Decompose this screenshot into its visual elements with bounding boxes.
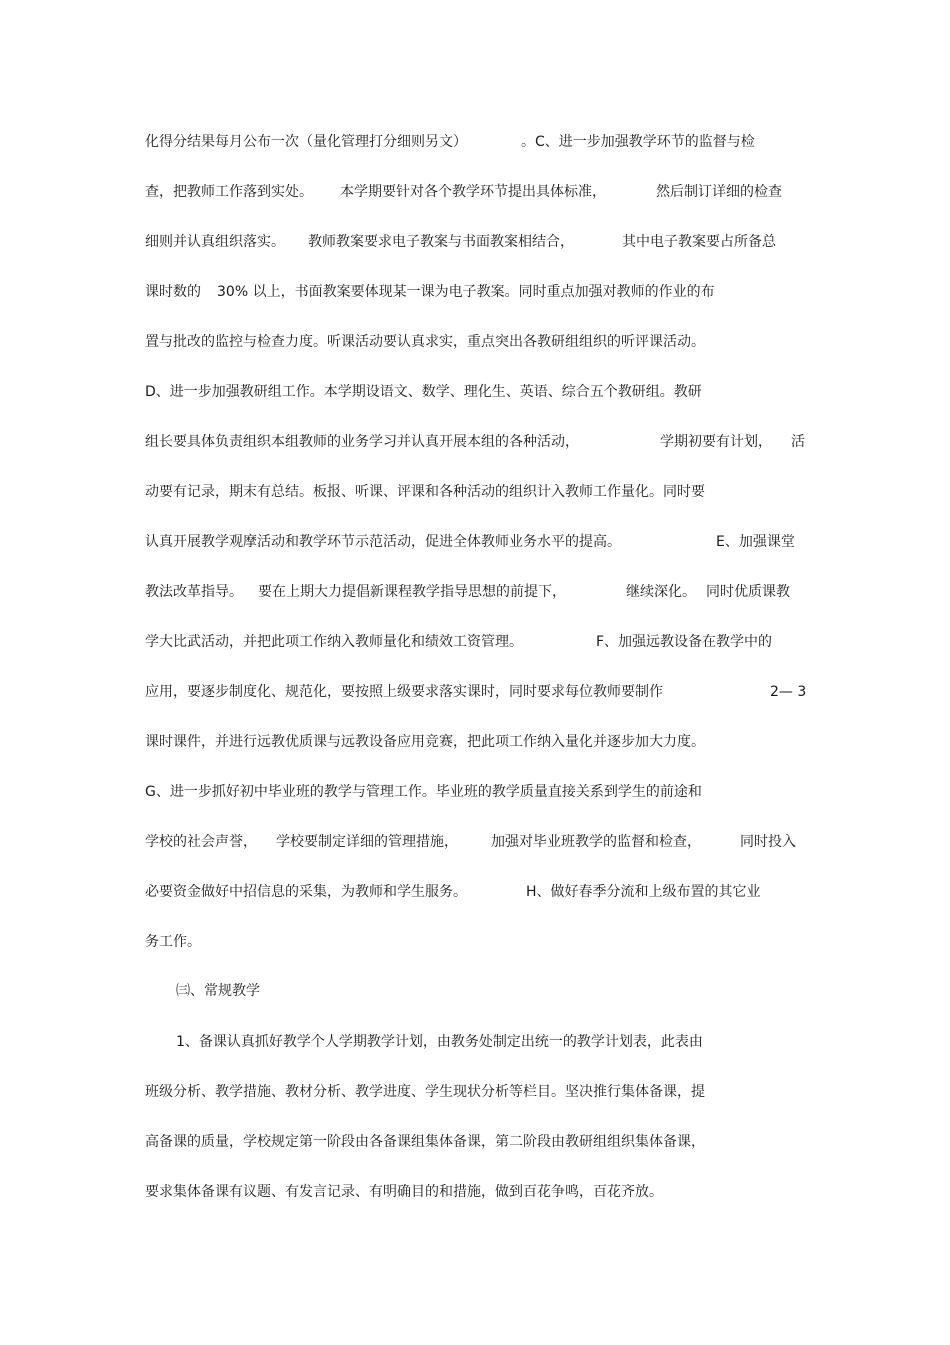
text-line <box>0 380 950 404</box>
text-line <box>0 680 950 704</box>
text-segment: 查，把教师工作落到实处。 <box>145 184 313 200</box>
text-segment: 动要有记录，期末有总结。板报、听课、评课和各种活动的组织计入教师工作量化。同时要 <box>145 484 705 500</box>
text-segment: 认真开展教学观摩活动和教学环节示范活动，促进全体教师业务水平的提高。 <box>145 534 621 550</box>
text-segment: 1、备课认真抓好教学个人学期教学计划，由教务处制定出统一的教学计划表，此表由 <box>176 1034 703 1050</box>
text-segment: 细则并认真组织落实。 <box>145 234 285 250</box>
text-segment: 必要资金做好中招信息的采集，为教师和学生服务。 <box>145 884 467 900</box>
text-segment: 组长要具体负责组织本组教师的业务学习并认真开展本组的各种活动， <box>145 434 579 450</box>
text-segment: 学期初要有计划， <box>660 434 772 450</box>
section-heading <box>0 979 950 1003</box>
text-segment: 30% 以上，书面教案要体现某一课为电子教案。同时重点加强对教师的作业的布 <box>217 284 715 300</box>
text-segment: 同时投入 <box>740 834 796 850</box>
text-line <box>0 830 950 854</box>
text-line <box>0 930 950 954</box>
text-line <box>0 130 950 154</box>
text-segment: 课时课件，并进行远教优质课与远教设备应用竞赛，把此项工作纳入量化并逐步加大力度。 <box>145 734 705 750</box>
text-line <box>0 280 950 304</box>
text-segment: 班级分析、教学措施、教材分析、教学进度、学生现状分析等栏目。坚决推行集体备课，提 <box>145 1084 705 1100</box>
text-segment: ㈢、常规教学 <box>176 983 260 999</box>
text-segment: E、加强课堂 <box>716 534 795 550</box>
text-line <box>0 330 950 354</box>
text-line <box>0 730 950 754</box>
text-line <box>0 530 950 554</box>
text-line <box>0 1030 950 1054</box>
text-segment: 本学期要针对各个教学环节提出具体标准， <box>340 184 606 200</box>
text-segment: F、加强远教设备在教学中的 <box>596 634 773 650</box>
text-segment: 活 <box>791 434 805 450</box>
text-segment: 。C、进一步加强教学环节的监督与检 <box>521 134 755 150</box>
text-segment: 2— 3 <box>770 684 807 700</box>
text-line <box>0 1080 950 1104</box>
text-segment: 课时数的 <box>145 284 201 300</box>
text-line <box>0 1180 950 1204</box>
text-line <box>0 180 950 204</box>
text-segment: 教师教案要求电子教案与书面教案相结合， <box>308 234 574 250</box>
text-segment: 加强对毕业班教学的监督和检查， <box>491 834 701 850</box>
text-line <box>0 780 950 804</box>
text-line <box>0 630 950 654</box>
text-segment: 教法改革指导。 <box>145 584 243 600</box>
text-segment: D、进一步加强教研组工作。本学期设语文、数学、理化生、英语、综合五个教研组。教研 <box>145 384 702 400</box>
text-segment: 学校要制定详细的管理措施， <box>276 834 458 850</box>
text-segment: 应用，要逐步制度化、规范化，要按照上级要求落实课时，同时要求每位教师要制作 <box>145 684 663 700</box>
text-line <box>0 230 950 254</box>
text-segment: 学校的社会声誉， <box>145 834 257 850</box>
text-segment: 要在上期大力提倡新课程教学指导思想的前提下， <box>258 584 566 600</box>
text-segment: 化得分结果每月公布一次（量化管理打分细则另文） <box>145 134 467 150</box>
text-segment: 同时优质课教 <box>706 584 790 600</box>
text-line <box>0 880 950 904</box>
text-segment: 学大比武活动，并把此项工作纳入教师量化和绩效工资管理。 <box>145 634 523 650</box>
text-segment: 然后制订详细的检查 <box>656 184 782 200</box>
text-line <box>0 480 950 504</box>
text-segment: G、进一步抓好初中毕业班的教学与管理工作。毕业班的教学质量直接关系到学生的前途和 <box>145 784 702 800</box>
text-line <box>0 1130 950 1154</box>
text-segment: 置与批改的监控与检查力度。听课活动要认真求实，重点突出各教研组组织的听评课活动。 <box>145 334 705 350</box>
text-segment: H、做好春季分流和上级布置的其它业 <box>526 884 761 900</box>
text-line <box>0 580 950 604</box>
text-line <box>0 430 950 454</box>
text-segment: 务工作。 <box>145 934 201 950</box>
text-segment: 要求集体备课有议题、有发言记录、有明确目的和措施，做到百花争鸣，百花齐放。 <box>145 1184 663 1200</box>
text-segment: 其中电子教案要占所备总 <box>622 234 776 250</box>
text-segment: 高备课的质量，学校规定第一阶段由各备课组集体备课，第二阶段由教研组组织集体备课， <box>145 1134 705 1150</box>
text-segment: 继续深化。 <box>626 584 696 600</box>
